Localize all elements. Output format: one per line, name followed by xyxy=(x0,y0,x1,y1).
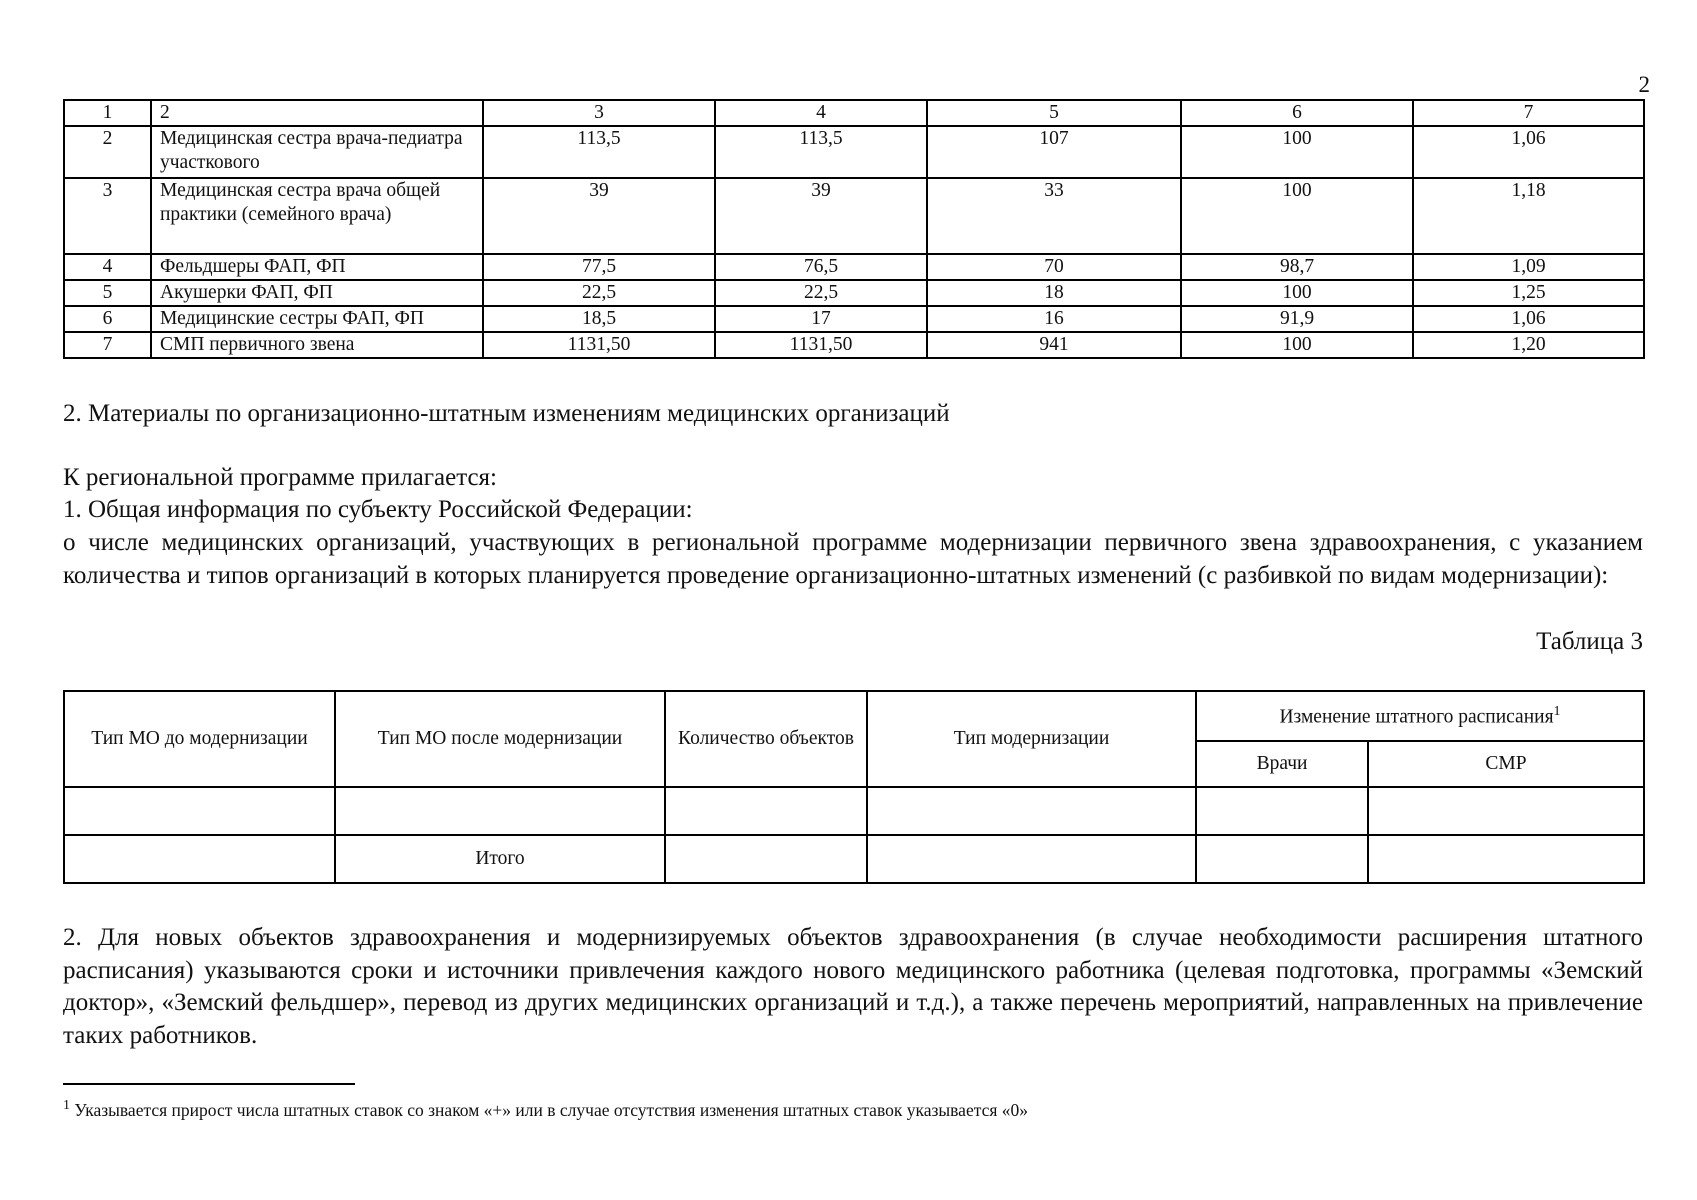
cell-value: 100 xyxy=(1181,126,1413,178)
cell-value: 100 xyxy=(1181,280,1413,306)
footnote xyxy=(63,1098,1643,1121)
header-cell: 2 xyxy=(151,100,483,126)
cell-value: 1,06 xyxy=(1413,126,1644,178)
cell-value: 91,9 xyxy=(1181,306,1413,332)
col-header-type-before: Тип МО до модернизации xyxy=(64,691,335,787)
intro-text: К региональной программе прилагается: xyxy=(63,464,497,491)
footnote-marker: 1 xyxy=(1553,703,1561,719)
cell-value: 22,5 xyxy=(715,280,927,306)
cell-value: 16 xyxy=(927,306,1181,332)
cell-value: 18 xyxy=(927,280,1181,306)
cell-value: 113,5 xyxy=(483,126,715,178)
header-cell: 5 xyxy=(927,100,1181,126)
cell-value: 70 xyxy=(927,254,1181,280)
position-name: Акушерки ФАП, ФП xyxy=(151,280,483,306)
empty-cell xyxy=(665,787,867,835)
row-number: 2 xyxy=(64,126,151,178)
empty-cell xyxy=(1368,787,1644,835)
row-number: 6 xyxy=(64,306,151,332)
footnote-text: Указывается прирост числа штатных ставок со знаком «+» или в случае отсутствия изменения штатных ставок указывается «0» xyxy=(74,1099,1029,1120)
staffing-table xyxy=(63,99,1645,359)
cell-value: 18,5 xyxy=(483,306,715,332)
col-header-doctors: Врачи xyxy=(1196,741,1368,787)
col-header-object-count: Количество объектов xyxy=(665,691,867,787)
cell-value: 98,7 xyxy=(1181,254,1413,280)
header-cell: 3 xyxy=(483,100,715,126)
empty-cell xyxy=(867,835,1196,883)
staff-change-label: Изменение штатного расписания xyxy=(1279,706,1554,728)
cell-value: 941 xyxy=(927,332,1181,358)
header-cell: 7 xyxy=(1413,100,1644,126)
cell-value: 1131,50 xyxy=(715,332,927,358)
empty-cell xyxy=(665,835,867,883)
item-2-text: 2. Для новых объектов здравоохранения и модернизируемых объектов здравоохранения (в случае необходимости расширения штатного расписания) указываются сроки и источники привлечения каждого нового медицинского работника (целевая подготовка, программы «Земский доктор», «Земский фельдшер», перевод из других медицинских организаций и т.д.), а также перечень мероприятий, направленных на привлечение таких работников. xyxy=(63,924,1643,1049)
row-number: 7 xyxy=(64,332,151,358)
position-name: СМП первичного звена xyxy=(151,332,483,358)
empty-cell xyxy=(867,787,1196,835)
table-header-row xyxy=(64,100,1644,126)
col-header-smr: СМР xyxy=(1368,741,1644,787)
empty-cell xyxy=(64,835,335,883)
position-name: Медицинская сестра врача общей практики (семейного врача) xyxy=(151,178,483,254)
position-name: Фельдшеры ФАП, ФП xyxy=(151,254,483,280)
footnote-separator xyxy=(63,1083,355,1085)
total-label: Итого xyxy=(335,835,665,883)
row-number: 3 xyxy=(64,178,151,254)
empty-cell xyxy=(335,787,665,835)
col-header-modernization-type: Тип модернизации xyxy=(867,691,1196,787)
table-row xyxy=(64,306,1644,332)
table-row xyxy=(64,178,1644,254)
table-row xyxy=(64,787,1644,835)
col-header-staff-change xyxy=(1196,691,1644,741)
table-row xyxy=(64,332,1644,358)
cell-value: 1131,50 xyxy=(483,332,715,358)
empty-cell xyxy=(1368,835,1644,883)
header-cell: 4 xyxy=(715,100,927,126)
position-name: Медицинская сестра врача-педиатра участкового xyxy=(151,126,483,178)
cell-value: 77,5 xyxy=(483,254,715,280)
cell-value: 76,5 xyxy=(715,254,927,280)
cell-value: 1,06 xyxy=(1413,306,1644,332)
cell-value: 1,20 xyxy=(1413,332,1644,358)
cell-value: 39 xyxy=(483,178,715,254)
header-cell: 6 xyxy=(1181,100,1413,126)
item-1-text: о числе медицинских организаций, участвующих в региональной программе модернизации первичного звена здравоохранения, с указанием количества и типов организаций в которых планируется проведение организационно-штатных изменений (с разбивкой по видам модернизации): xyxy=(63,529,1643,589)
section-heading: 2. Материалы по организационно-штатным изменениям медицинских организаций xyxy=(63,400,950,427)
row-number: 4 xyxy=(64,254,151,280)
table-row xyxy=(64,280,1644,306)
cell-value: 1,09 xyxy=(1413,254,1644,280)
position-name: Медицинские сестры ФАП, ФП xyxy=(151,306,483,332)
empty-cell xyxy=(64,787,335,835)
table-row xyxy=(64,126,1644,178)
total-row xyxy=(64,835,1644,883)
cell-value: 100 xyxy=(1181,178,1413,254)
cell-value: 113,5 xyxy=(715,126,927,178)
cell-value: 39 xyxy=(715,178,927,254)
footnote-mark: 1 xyxy=(63,1098,70,1113)
cell-value: 1,25 xyxy=(1413,280,1644,306)
table-caption: Таблица 3 xyxy=(1536,628,1643,655)
cell-value: 17 xyxy=(715,306,927,332)
cell-value: 107 xyxy=(927,126,1181,178)
cell-value: 100 xyxy=(1181,332,1413,358)
row-number: 5 xyxy=(64,280,151,306)
modernization-table xyxy=(63,690,1645,884)
table-row xyxy=(64,254,1644,280)
page-number: 2 xyxy=(1638,72,1650,97)
cell-value: 33 xyxy=(927,178,1181,254)
cell-value: 22,5 xyxy=(483,280,715,306)
cell-value: 1,18 xyxy=(1413,178,1644,254)
col-header-type-after: Тип МО после модернизации xyxy=(335,691,665,787)
item-1-heading: 1. Общая информация по субъекту Российской Федерации: xyxy=(63,496,693,523)
empty-cell xyxy=(1196,835,1368,883)
empty-cell xyxy=(1196,787,1368,835)
header-cell: 1 xyxy=(64,100,151,126)
